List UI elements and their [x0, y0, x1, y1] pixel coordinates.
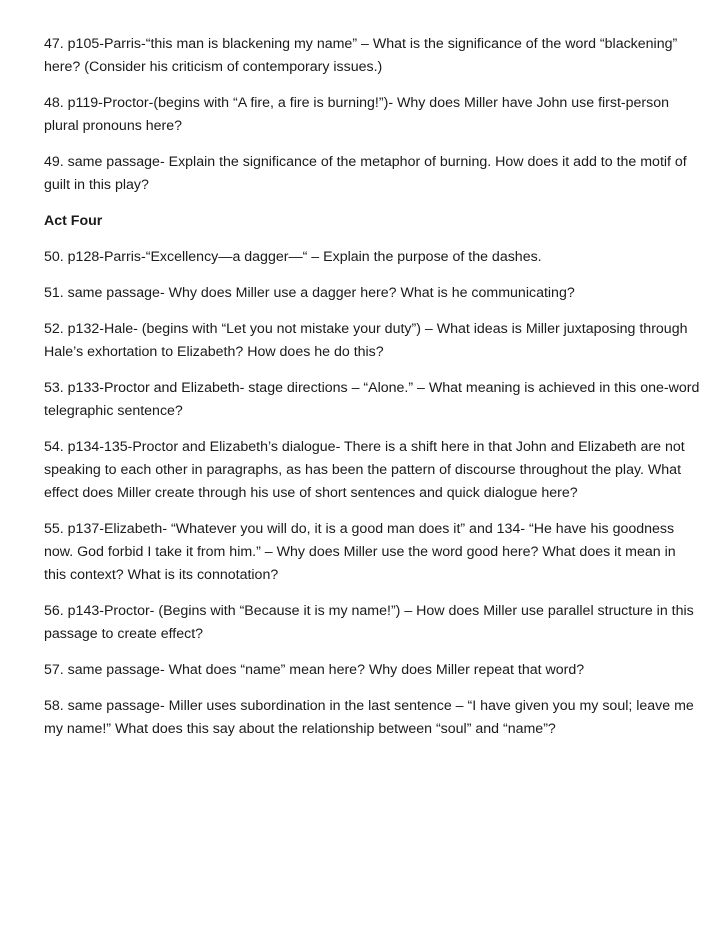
question-58 [44, 695, 694, 741]
question-53-line-2: telegraphic sentence? [44, 403, 183, 419]
question-47-line-2: here? (Consider his criticism of contemporary issues.) [44, 59, 383, 75]
question-47-line-1: 47. p105-Parris-“this man is blackening my name” – What is the significance of the word “blackening” [44, 36, 678, 52]
question-57-line-1: 57. same passage- What does “name” mean here? Why does Miller repeat that word? [44, 662, 585, 678]
question-48-line-1: 48. p119-Proctor-(begins with “A fire, a fire is burning!”)- Why does Miller have John use first-person [44, 95, 670, 111]
question-52-line-1: 52. p132-Hale- (begins with “Let you not mistake your duty”) – What ideas is Miller juxtaposing through [44, 321, 688, 337]
question-55-line-2: now. God forbid I take it from him.” – Why does Miller use the word good here? What does it mean in [44, 544, 676, 560]
question-54-line-1: 54. p134-135-Proctor and Elizabeth’s dialogue- There is a shift here in that John and Elizabeth are not [44, 439, 685, 455]
question-53-line-1: 53. p133-Proctor and Elizabeth- stage directions – “Alone.” – What meaning is achieved in this one-word [44, 380, 700, 396]
question-49 [44, 151, 694, 197]
question-51 [44, 282, 694, 305]
question-54-line-2: speaking to each other in paragraphs, as has been the pattern of discourse throughout the play. What [44, 462, 682, 478]
question-50 [44, 246, 694, 269]
question-54-line-3: effect does Miller create through his use of short sentences and quick dialogue here? [44, 485, 578, 501]
question-49-line-2: guilt in this play? [44, 177, 149, 193]
question-56 [44, 600, 694, 646]
question-51-line-1: 51. same passage- Why does Miller use a dagger here? What is he communicating? [44, 285, 575, 301]
question-52 [44, 318, 694, 364]
question-49-line-1: 49. same passage- Explain the significance of the metaphor of burning. How does it add to the motif of [44, 154, 687, 170]
question-54 [44, 436, 694, 505]
question-58-line-1: 58. same passage- Miller uses subordination in the last sentence – “I have given you my soul; leave me [44, 698, 694, 714]
question-50-line-1: 50. p128-Parris-“Excellency—a dagger—“ – Explain the purpose of the dashes. [44, 249, 542, 265]
question-56-line-2: passage to create effect? [44, 626, 204, 642]
section-heading-act-four: Act Four [44, 213, 103, 229]
question-48-line-2: plural pronouns here? [44, 118, 183, 134]
question-48 [44, 92, 694, 138]
question-52-line-2: Hale’s exhortation to Elizabeth? How does he do this? [44, 344, 384, 360]
question-55-line-3: this context? What is its connotation? [44, 567, 279, 583]
question-53 [44, 377, 700, 423]
question-55-line-1: 55. p137-Elizabeth- “Whatever you will do, it is a good man does it” and 134- “He have his goodness [44, 521, 675, 537]
question-56-line-1: 56. p143-Proctor- (Begins with “Because it is my name!”) – How does Miller use parallel structure in this [44, 603, 694, 619]
question-57 [44, 659, 694, 682]
question-58-line-2: my name!” What does this say about the relationship between “soul” and “name”? [44, 721, 556, 737]
question-list [44, 33, 700, 754]
question-47 [44, 33, 694, 79]
question-55 [44, 518, 694, 587]
